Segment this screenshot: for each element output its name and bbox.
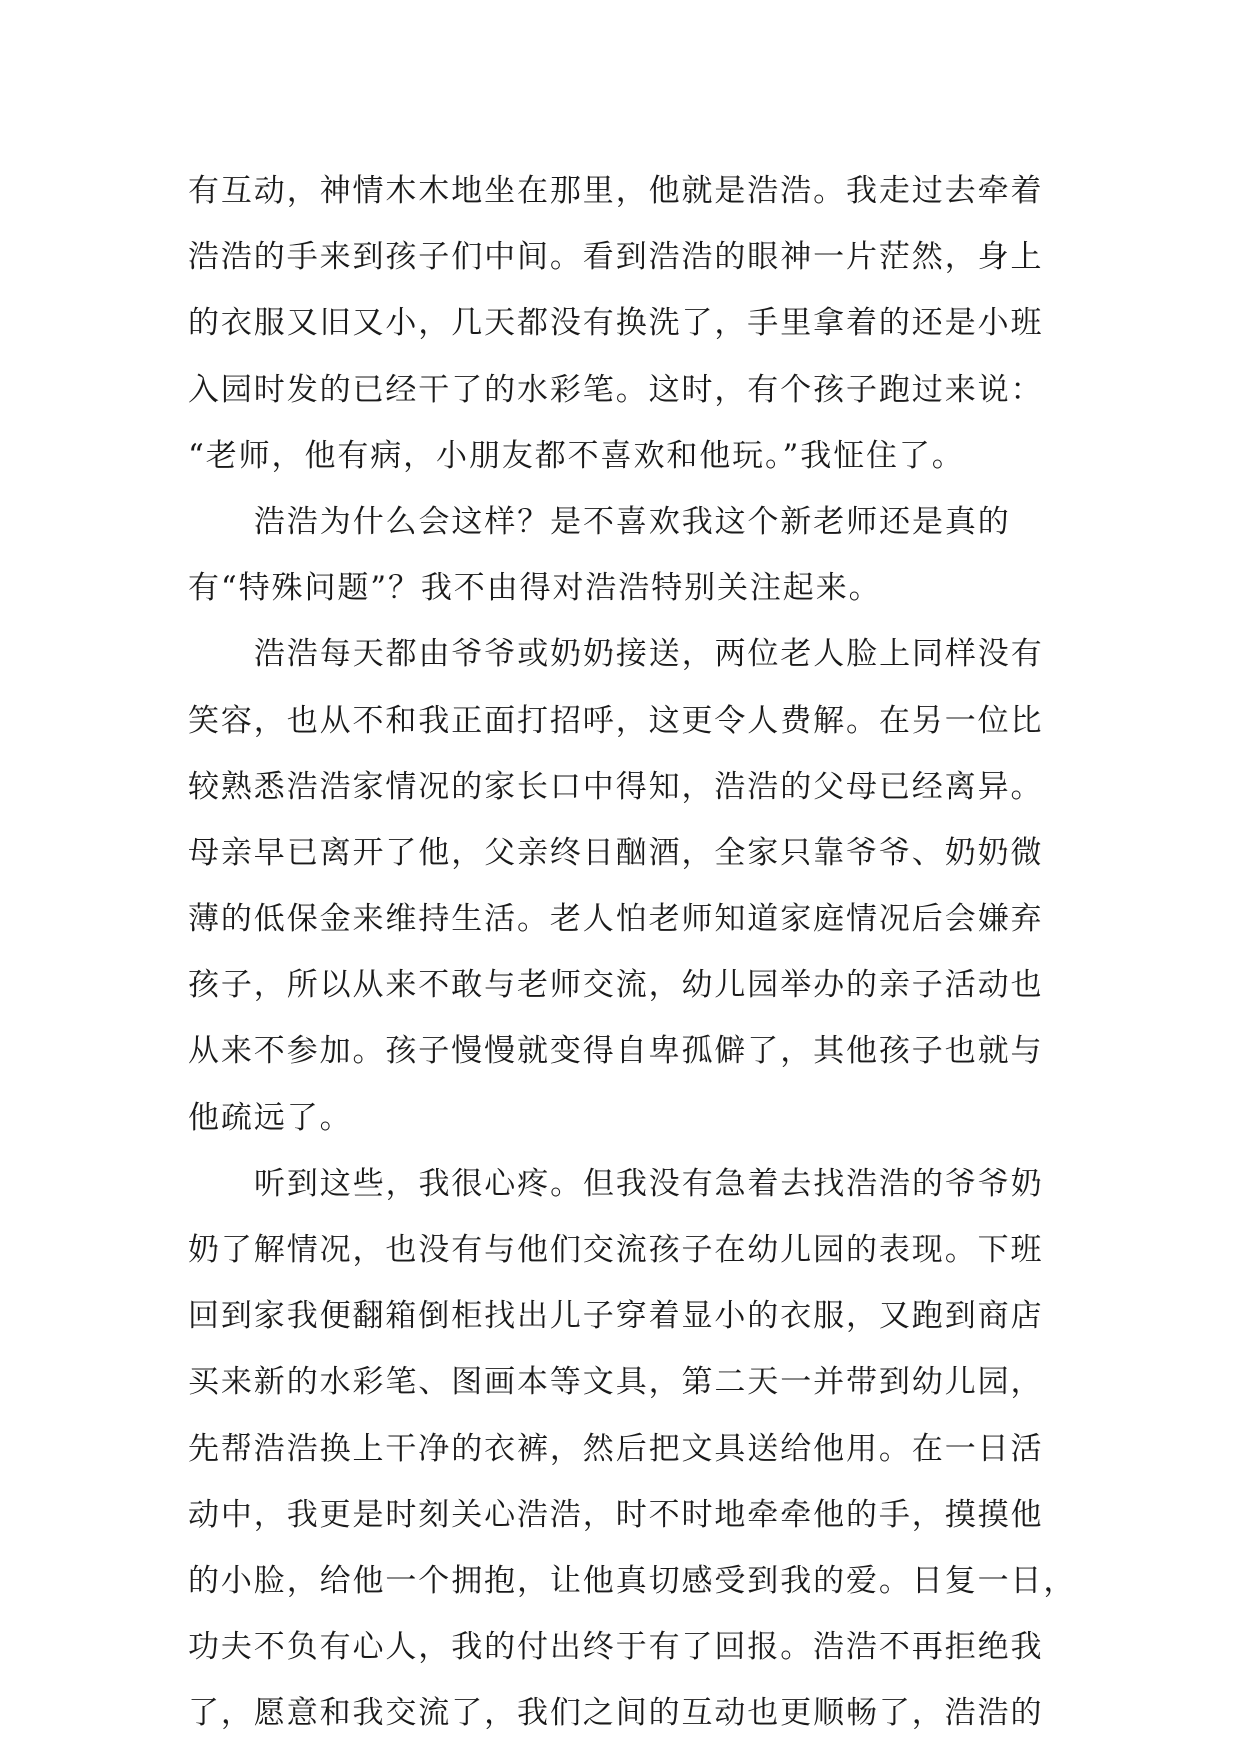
text-line: 奶了解情况，也没有与他们交流孩子在幼儿园的表现。下班 [188, 1232, 1044, 1268]
text-line: 入园时发的已经干了的水彩笔。这时，有个孩子跑过来说： [188, 371, 1044, 408]
text-line: 先帮浩浩换上干净的衣裤，然后把文具送给他用。在一日活 [188, 1430, 1044, 1467]
text-line: 听到这些，我很心疼。但我没有急着去找浩浩的爷爷奶 [254, 1165, 1044, 1202]
text-line: 了，愿意和我交流了，我们之间的互动也更顺畅了，浩浩的 [188, 1695, 1044, 1732]
text-line: 浩浩每天都由爷爷或奶奶接送，两位老人脸上同样没有 [254, 636, 1044, 673]
text-line: 从来不参加。孩子慢慢就变得自卑孤僻了，其他孩子也就与 [188, 1033, 1044, 1070]
text-line: 浩浩的手来到孩子们中间。看到浩浩的眼神一片茫然，身上 [188, 239, 1044, 276]
text-line: 薄的低保金来维持生活。老人怕老师知道家庭情况后会嫌弃 [188, 901, 1044, 938]
text-line: 有互动，神情木木地坐在那里，他就是浩浩。我走过去牵着 [188, 173, 1044, 209]
text-line: 动中，我更是时刻关心浩浩，时不时地牵牵他的手，摸摸他 [188, 1496, 1044, 1533]
text-line: 有“特殊问题”？我不由得对浩浩特别关注起来。 [188, 570, 882, 607]
text-line: 的衣服又旧又小，几天都没有换洗了，手里拿着的还是小班 [188, 305, 1044, 342]
text-line: 孩子，所以从来不敢与老师交流，幼儿园举办的亲子活动也 [188, 967, 1044, 1004]
text-line: 回到家我便翻箱倒柜找出儿子穿着显小的衣服，又跑到商店 [188, 1298, 1044, 1335]
text-line: 的小脸，给他一个拥抱，让他真切感受到我的爱。日复一日， [188, 1562, 1077, 1599]
text-line: 浩浩为什么会这样？是不喜欢我这个新老师还是真的 [254, 503, 1011, 540]
text-line: 较熟悉浩浩家情况的家长口中得知，浩浩的父母已经离异。 [188, 768, 1044, 805]
text-line: 功夫不负有心人，我的付出终于有了回报。浩浩不再拒绝我 [188, 1629, 1044, 1666]
text-line: “老师，他有病，小朋友都不喜欢和他玩。”我怔住了。 [188, 437, 965, 474]
text-line: 买来新的水彩笔、图画本等文具，第二天一并带到幼儿园， [188, 1364, 1044, 1401]
body-text [188, 158, 1077, 1747]
text-line: 他疏远了。 [188, 1099, 353, 1136]
text-line: 笑容，也从不和我正面打招呼，这更令人费解。在另一位比 [188, 702, 1044, 739]
text-line: 母亲早已离开了他，父亲终日酗酒，全家只靠爷爷、奶奶微 [188, 834, 1044, 871]
